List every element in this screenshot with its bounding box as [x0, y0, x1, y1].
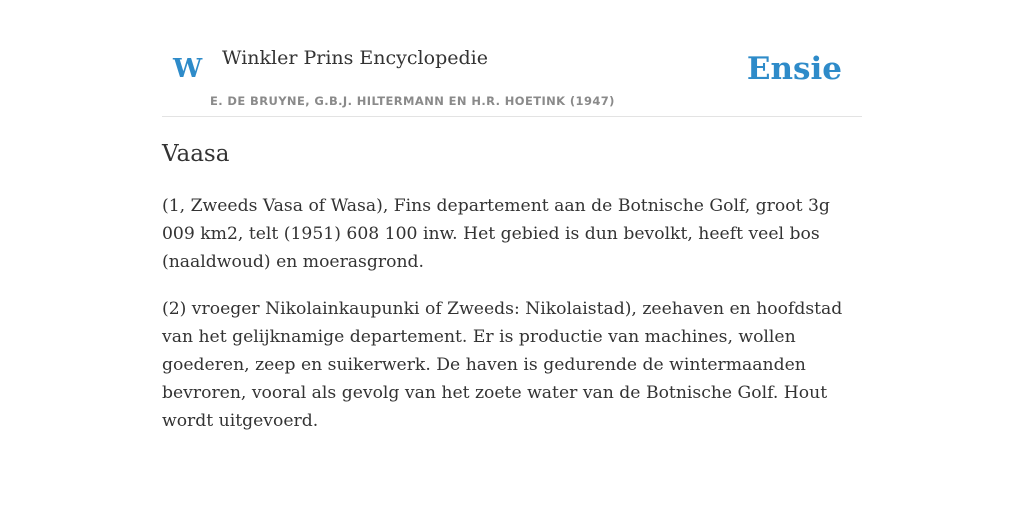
- winkler-prins-logo[interactable]: W: [173, 54, 203, 84]
- article-paragraph-1: (1, Zweeds Vasa of Wasa), Fins departement aan de Botnische Golf, groot 3g 009 km2, telt (1951) 608 100 inw. Het gebied is dun bevolkt, heeft veel bos (naaldwoud) en moerasgrond.: [162, 196, 830, 272]
- book-authors: E. DE BRUYNE, G.B.J. HILTERMANN EN H.R. HOETINK (1947): [210, 94, 615, 108]
- book-title: Winkler Prins Encyclopedie: [222, 47, 488, 69]
- article-paragraph-2: (2) vroeger Nikolainkaupunki of Zweeds: Nikolaistad), zeehaven en hoofdstad van het gelijknamige departement. Er is productie van machines, wollen goederen, zeep en suikerwerk. De haven is gedurende de wintermaanden bevroren, vooral als gevolg van het zoete water van de Botnische Golf. Hout wordt uitgevoerd.: [162, 299, 843, 431]
- article: [162, 138, 862, 435]
- article-title: Vaasa: [162, 141, 230, 167]
- page-header: [162, 0, 862, 117]
- ensie-logo-link[interactable]: Ensie: [746, 51, 842, 87]
